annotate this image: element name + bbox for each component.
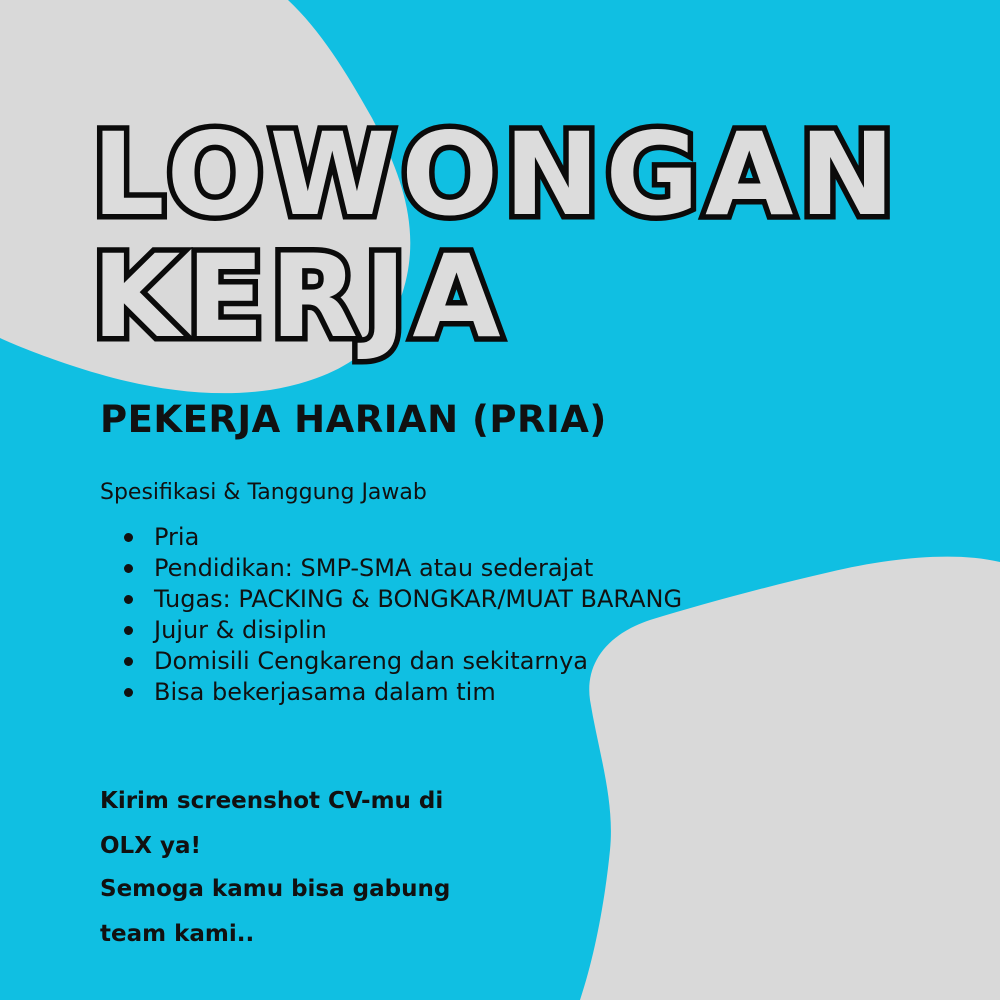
list-item-text: Pendidikan: SMP-SMA atau sederajat [154,554,594,582]
headline-line-1: LOWONGAN [92,108,901,241]
list-item [100,584,682,615]
list-item [100,522,682,553]
list-item [100,615,682,646]
bullet-icon [124,626,133,635]
list-item [100,646,682,677]
list-item-text: Domisili Cengkareng dan sekitarnya [154,647,588,675]
list-item-text: Tugas: PACKING & BONGKAR/MUAT BARANG [154,585,683,613]
headline-line-2: KERJA [92,230,507,363]
closing-line-4: team kami.. [100,921,255,947]
spec-list [100,522,682,708]
bullet-icon [124,595,133,604]
list-item [100,553,682,584]
bullet-icon [124,657,133,666]
list-item [100,677,682,708]
closing-line-2: OLX ya! [100,833,201,859]
closing-line-1: Kirim screenshot CV-mu di [100,788,444,814]
spec-heading: Spesifikasi & Tanggung Jawab [100,480,427,505]
bullet-icon [124,688,133,697]
list-item-text: Pria [154,523,200,551]
bullet-icon [124,564,133,573]
bullet-icon [124,533,133,542]
closing-line-3: Semoga kamu bisa gabung [100,876,451,902]
list-item-text: Bisa bekerjasama dalam tim [154,678,496,706]
job-title: PEKERJA HARIAN (PRIA) [100,398,607,441]
list-item-text: Jujur & disiplin [154,616,327,644]
